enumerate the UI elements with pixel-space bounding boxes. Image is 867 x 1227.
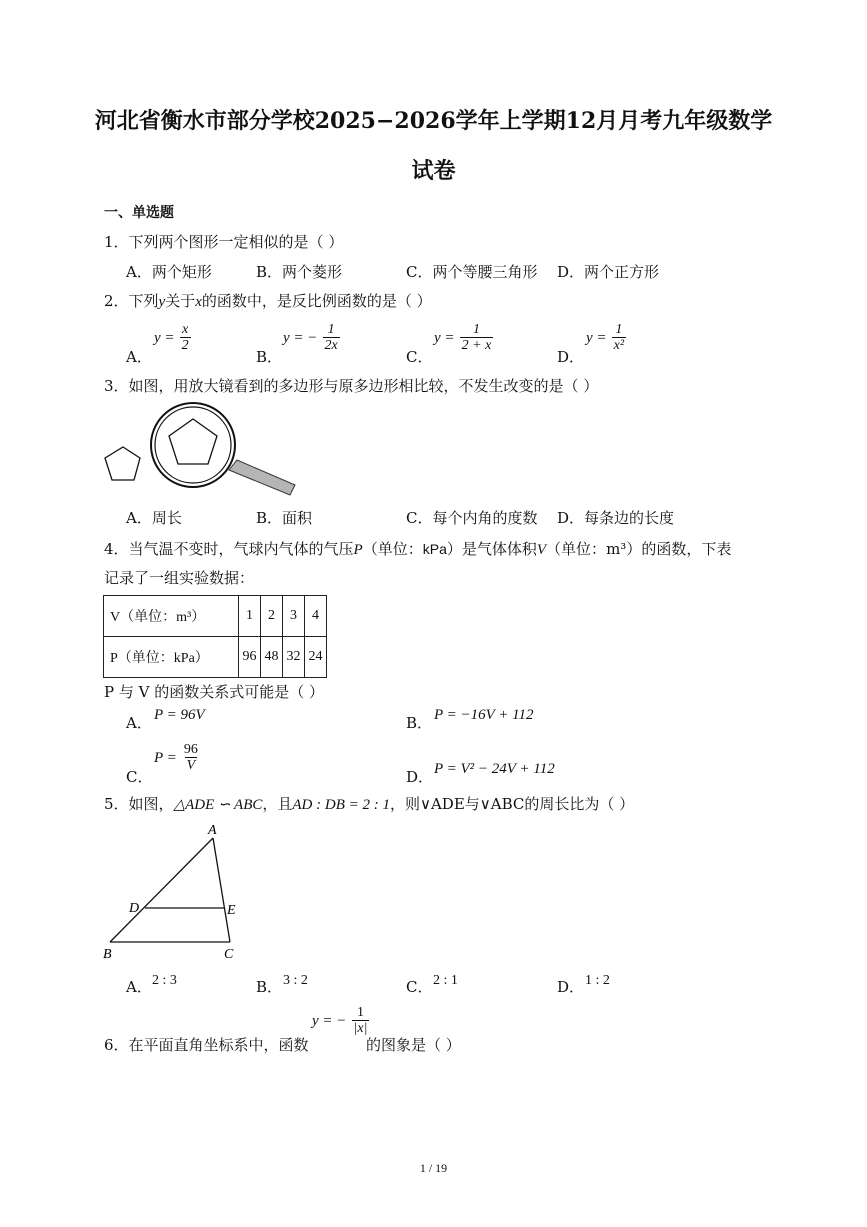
q1-option-a: A．两个矩形 <box>126 263 212 281</box>
q4-c-fraction <box>182 742 200 773</box>
q4-c-num: 96 <box>183 742 198 757</box>
question-6-pre: 6．在平面直角坐标系中，函数 <box>104 1036 309 1054</box>
q1-option-d: D．两个正方形 <box>557 263 660 281</box>
side-ac <box>213 838 230 942</box>
q5-option-a-value: 2 : 3 <box>152 973 177 988</box>
q2-option-b-formula <box>283 322 340 353</box>
q4-unit-m3: m³ <box>606 540 627 558</box>
q4-var-v: V <box>536 542 547 558</box>
q2-option-b-label: B． <box>256 348 283 366</box>
q2-d-num: 1 <box>615 322 623 337</box>
question-2-stem <box>104 290 432 311</box>
label-d: D <box>129 901 140 916</box>
q2-a-lhs: y = <box>154 330 175 346</box>
page-title-line2: 试卷 <box>411 158 456 184</box>
q6-formula <box>312 1005 369 1036</box>
label-b: B <box>103 947 112 962</box>
q2-stem-mid: 关于 <box>165 292 196 310</box>
q2-option-d-formula <box>586 322 626 353</box>
q4-var-p: P <box>353 542 363 558</box>
q2-c-lhs: y = <box>434 330 455 346</box>
q2-d-lhs: y = <box>586 330 607 346</box>
question-4-stem <box>104 538 731 559</box>
q2-option-a-label: A． <box>126 348 152 366</box>
q5-similarity: △ADE ∽ ABC <box>173 797 263 813</box>
data-table <box>103 595 327 678</box>
magnifier-handle <box>229 460 295 495</box>
table-cell: 3 <box>283 596 305 637</box>
q5-text-mid: ，且 <box>262 795 293 813</box>
q4-text-a: 4．当气温不变时，气球内气体的气压 <box>104 540 354 558</box>
magnifier-figure <box>95 400 305 500</box>
q3-option-d: D．每条边的长度 <box>557 509 675 527</box>
question-3-stem: 3．如图，用放大镜看到的多边形与原多边形相比较，不发生改变的是（ ） <box>104 377 599 395</box>
q2-stem-post: 的函数中，是反比例函数的是（ ） <box>201 292 432 310</box>
q4-text-e: ）的函数，下表 <box>626 540 732 558</box>
label-a: A <box>208 823 217 838</box>
q2-c-den: 2 + x <box>461 338 492 353</box>
q3-option-a: A．周长 <box>126 509 182 527</box>
q6-fraction <box>352 1005 370 1036</box>
question-4-ask: P 与 V 的函数关系式可能是（ ） <box>104 683 324 701</box>
q2-c-fraction <box>460 322 494 353</box>
q2-a-fraction <box>180 322 191 353</box>
table-row <box>104 637 327 678</box>
q2-d-den: x² <box>613 338 625 353</box>
q2-option-a-formula <box>154 322 191 353</box>
q4-option-b-label: B． <box>406 714 433 732</box>
q2-stem-pre: 2．下列 <box>104 292 159 310</box>
page-number: 1 / 19 <box>419 1161 448 1175</box>
q5-option-c-label: C． <box>406 978 433 996</box>
q2-var-y: y <box>158 294 166 310</box>
q4-c-den: V <box>186 758 196 773</box>
q4-option-a-formula: P = 96V <box>154 707 205 723</box>
q4-text-c: ）是气体体积 <box>446 540 537 558</box>
table-cell: 32 <box>283 637 305 678</box>
q6-den: |x| <box>353 1021 368 1036</box>
q3-option-b: B．面积 <box>256 509 313 527</box>
table-cell: 2 <box>261 596 283 637</box>
q4-option-a-label: A． <box>126 714 152 732</box>
q4-text-b: （单位： <box>362 540 423 558</box>
q4-text-d: （单位： <box>546 540 607 558</box>
q5-option-d-label: D． <box>557 978 585 996</box>
q5-option-d-value: 1 : 2 <box>585 973 610 988</box>
q6-lhs: y = − <box>312 1013 347 1029</box>
q5-text-post: ，则∨ADE与∨ABC的周长比为（ ） <box>390 795 635 813</box>
table-row <box>104 596 327 637</box>
q5-ratio: AD : DB = 2 : 1 <box>292 797 390 813</box>
q2-option-c-formula <box>434 322 493 353</box>
q2-b-lhs: y = − <box>283 330 318 346</box>
q5-option-b-label: B． <box>256 978 283 996</box>
q5-text-pre: 5．如图， <box>104 795 174 813</box>
magnifier-lens <box>151 403 235 487</box>
question-1-stem: 1．下列两个图形一定相似的是（ ） <box>104 233 344 251</box>
label-c: C <box>224 947 234 962</box>
q2-var-x: x <box>195 294 202 310</box>
question-5-stem <box>104 793 634 814</box>
table-cell: 4 <box>305 596 327 637</box>
table-cell: 24 <box>305 637 327 678</box>
q4-c-lhs: P = <box>154 750 177 766</box>
table-row-header: P（单位：kPa） <box>104 637 239 678</box>
table-cell: 1 <box>239 596 261 637</box>
section-heading: 一、单选题 <box>104 205 174 221</box>
small-pentagon <box>105 447 140 480</box>
q4-option-b-formula: P = −16V + 112 <box>434 707 534 723</box>
triangle-figure <box>100 820 250 965</box>
q2-a-den: 2 <box>181 338 189 353</box>
label-e: E <box>227 903 236 918</box>
q4-option-d-formula: P = V² − 24V + 112 <box>434 761 555 777</box>
q1-option-b: B．两个菱形 <box>256 263 343 281</box>
table-cell: 96 <box>239 637 261 678</box>
question-6-post: 的图象是（ ） <box>366 1036 461 1054</box>
q2-option-d-label: D． <box>557 348 585 366</box>
q1-option-c: C．两个等腰三角形 <box>406 263 538 281</box>
q2-d-fraction <box>612 322 626 353</box>
q3-option-c: C．每个内角的度数 <box>406 509 538 527</box>
q5-option-c-value: 2 : 1 <box>433 973 458 988</box>
q2-b-fraction <box>323 322 340 353</box>
q5-option-b-value: 3 : 2 <box>283 973 308 988</box>
q4-option-c-formula <box>154 742 200 773</box>
q2-c-num: 1 <box>472 322 480 337</box>
q2-option-c-label: C． <box>406 348 433 366</box>
q5-option-a-label: A． <box>126 978 152 996</box>
table-row-header: V（单位：m³） <box>104 596 239 637</box>
side-ab <box>110 838 213 942</box>
question-4-line2: 记录了一组实验数据： <box>104 569 255 587</box>
q2-b-den: 2x <box>324 338 338 353</box>
q4-unit-kpa: kPa <box>422 541 447 557</box>
q2-b-num: 1 <box>327 322 335 337</box>
q2-a-num: x <box>182 322 189 337</box>
page-title: 河北省衡水市部分学校2025−2026学年上学期12月月考九年级数学 <box>94 108 773 134</box>
q6-num: 1 <box>356 1005 364 1020</box>
q4-option-c-label: C． <box>126 768 153 786</box>
table-cell: 48 <box>261 637 283 678</box>
q4-option-d-label: D． <box>406 768 434 786</box>
